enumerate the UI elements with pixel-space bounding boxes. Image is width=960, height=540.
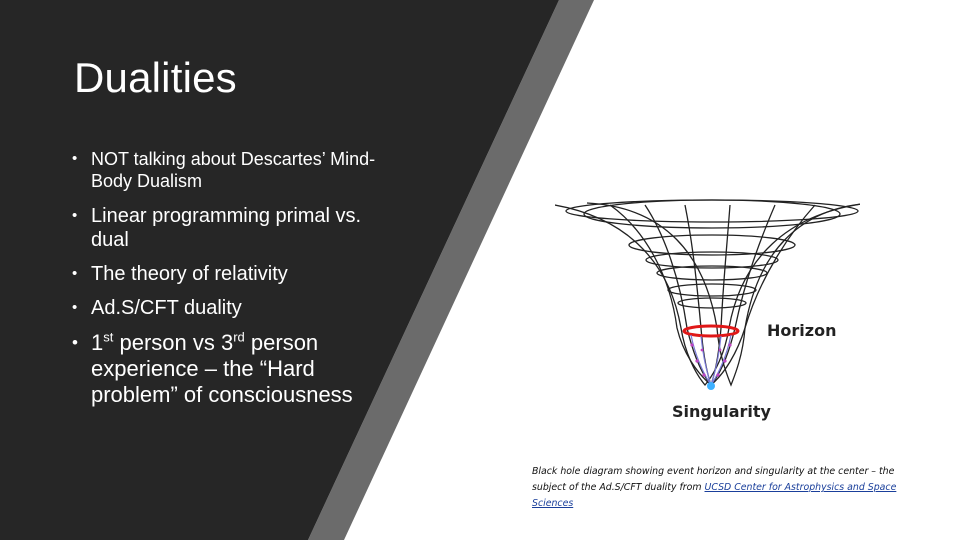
black-hole-diagram	[555, 185, 860, 425]
bullet-dot: •	[72, 265, 78, 282]
bullet-dot: •	[72, 207, 78, 224]
source-link[interactable]: UCSD Center for Astrophysics and Space Sciences	[532, 482, 897, 509]
bullet-text: 1st person vs 3rd person experience – the “Hard problem” of consciousness	[91, 329, 353, 407]
bullet-text: Ad.S/CFT duality	[91, 297, 242, 319]
image-caption	[532, 464, 907, 512]
horizon-label: Horizon	[767, 321, 837, 340]
bullet-item	[72, 330, 402, 408]
bullet-item	[72, 148, 402, 192]
bullet-dot: •	[72, 150, 78, 167]
bullet-item	[72, 204, 402, 252]
bullet-dot: •	[72, 333, 78, 352]
caption-text: Black hole diagram showing event horizon and singularity at the center – the subject of the Ad.S/CFT duality from	[532, 466, 895, 493]
slide-title: Dualities	[74, 54, 237, 101]
bullet-text: The theory of relativity	[91, 263, 288, 285]
singularity-label: Singularity	[672, 402, 771, 421]
bullet-item	[72, 296, 402, 320]
singularity-dot	[707, 382, 715, 390]
bullet-text: Linear programming primal vs. dual	[91, 205, 362, 251]
bullet-item	[72, 262, 402, 286]
bullet-list	[72, 148, 402, 408]
bullet-dot: •	[72, 299, 78, 316]
bullet-text: NOT talking about Descartes’ Mind-Body Dualism	[91, 149, 376, 191]
horizon-ring	[684, 326, 738, 336]
